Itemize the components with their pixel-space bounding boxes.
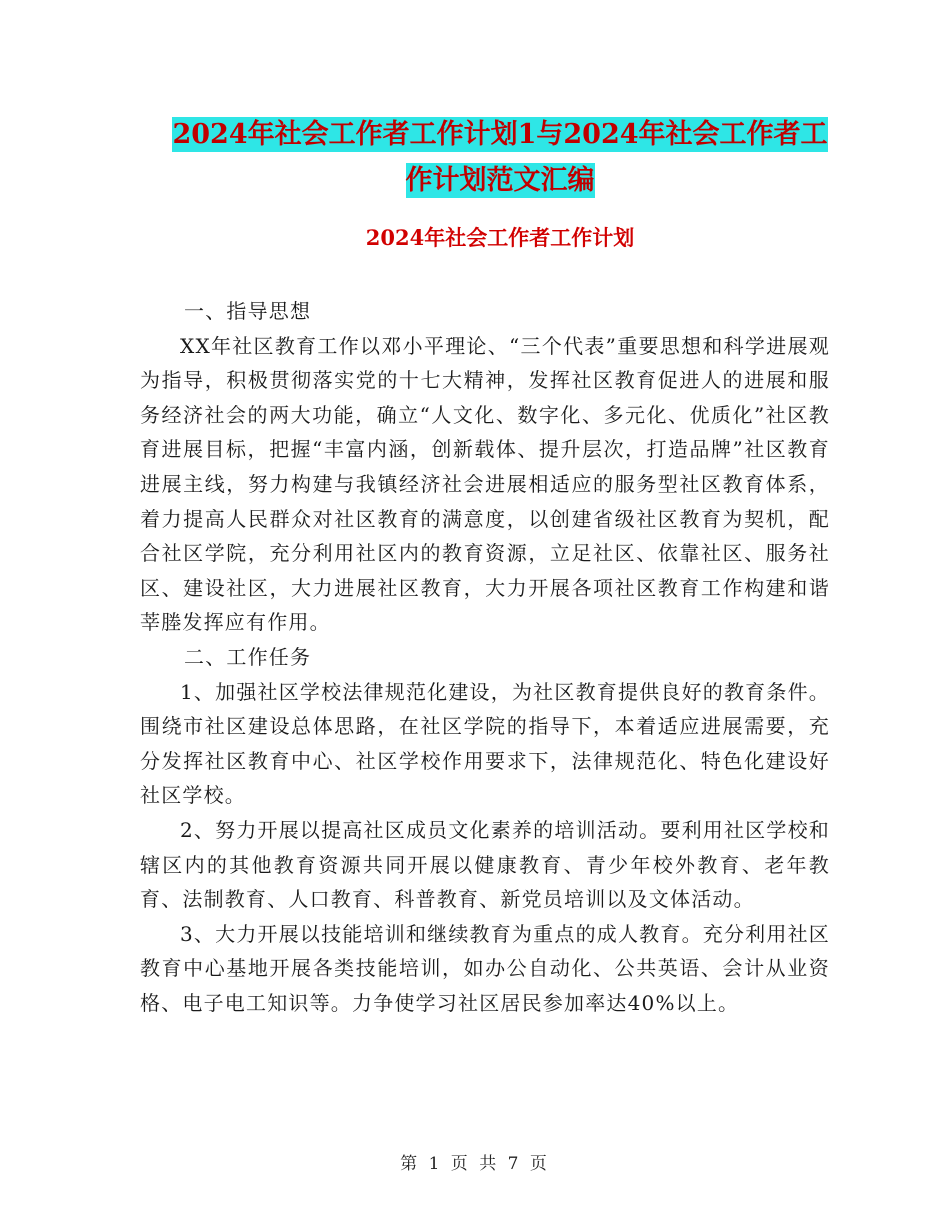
document-title — [140, 112, 860, 204]
paragraph-task-3: 3、大力开展以技能培训和继续教育为重点的成人教育。充分利用社区教育中心基地开展各类技能培训，如办公自动化、公共英语、会计从业资格、电子电工知识等。力争使学习社区居民参加率达40%以上。 — [140, 921, 830, 1015]
document-title-line-1: 2024年社会工作者工作计划1与2024年社会工作者工 — [172, 119, 828, 150]
page-footer: 第 1 页 共 7 页 — [400, 1154, 550, 1174]
section-title: 2024年社会工作者工作计划 — [365, 225, 635, 250]
document-body — [140, 294, 830, 1020]
paragraph-task-1: 1、加强社区学校法律规范化建设，为社区教育提供良好的教育条件。围绕市社区建设总体思路，在社区学院的指导下，本着适应进展需要，充分发挥社区教育中心、社区学校作用要求下，法律规范化、特色化建设好社区学校。 — [140, 679, 830, 808]
heading-work-tasks: 二、工作任务 — [184, 644, 312, 669]
paragraph-guiding-thought: XX年社区教育工作以邓小平理论、“三个代表”重要思想和科学进展观为指导，积极贯彻落实党的十七大精神，发挥社区教育促进人的进展和服务经济社会的两大功能，确立“人文化、数字化、多元化、优质化”社区教育进展目标，把握“丰富内涵，创新载体、提升层次，打造品牌”社区教育进展主线，努力构建与我镇经济社会进展相适应的服务型社区教育体系，着力提高人民群众对社区教育的满意度，以创建省级社区教育为契机，配合社区学院，充分利用社区内的教育资源，立足社区、依靠社区、服务社区、建设社区，大力进展社区教育，大力开展各项社区教育工作构建和谐莘塍发挥应有作用。 — [140, 333, 830, 635]
document-title-line-2: 作计划范文汇编 — [405, 165, 595, 196]
heading-guiding-thought: 一、指导思想 — [184, 299, 312, 323]
paragraph-task-2: 2、努力开展以提高社区成员文化素养的培训活动。要利用社区学校和辖区内的其他教育资源共同开展以健康教育、青少年校外教育、老年教育、法制教育、人口教育、科普教育、新党员培训以及文体活动。 — [140, 817, 830, 912]
